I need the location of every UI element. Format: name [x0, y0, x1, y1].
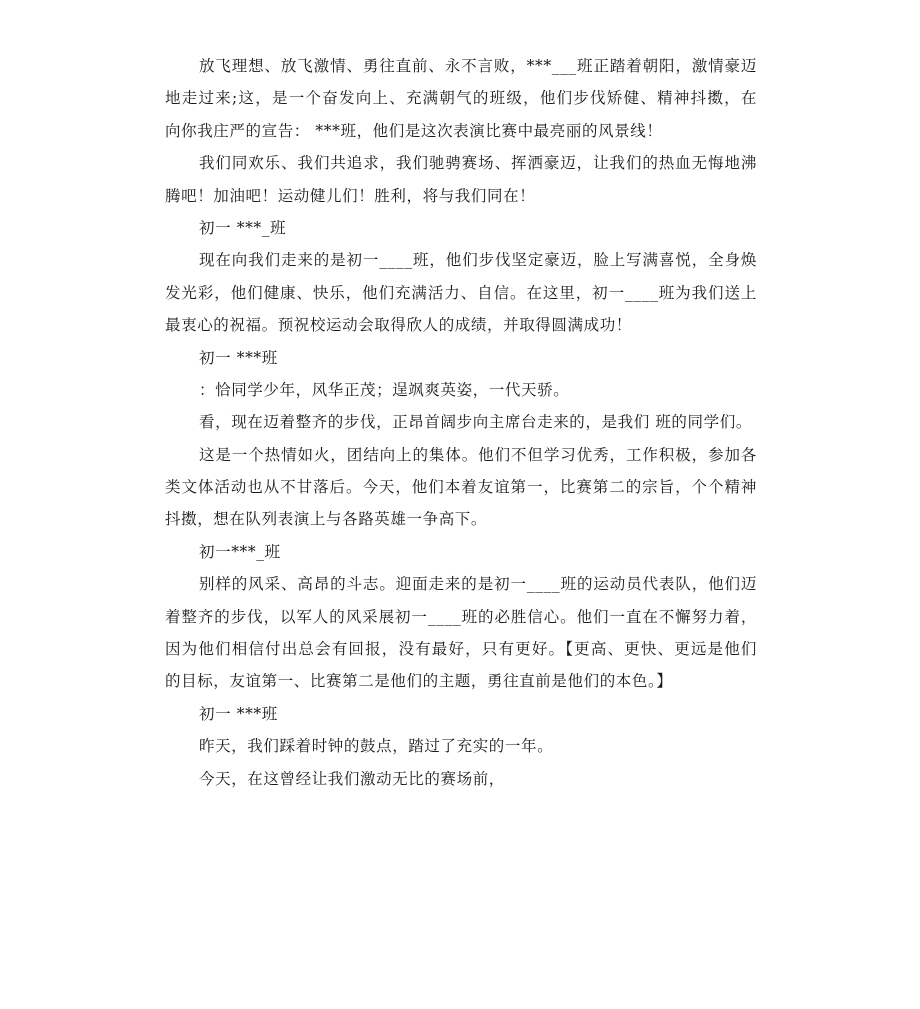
text-line: 看，现在迈着整齐的步伐，正昂首阔步向主席台走来的，是我们 班的同学们。	[199, 413, 752, 432]
text-line: 的目标，友谊第一、比赛第二是他们的主题，勇往直前是他们的本色。】	[165, 672, 673, 691]
class-heading: 初一 ***班	[199, 704, 278, 723]
text-line: 抖擞，想在队列表演上与各路英雄一争高下。	[165, 510, 488, 529]
text-line: 我们同欢乐、我们共追求，我们驰骋赛场、挥洒豪迈，让我们的热血无悔地沸	[199, 154, 757, 173]
text-line: 因为他们相信付出总会有回报，没有最好，只有更好。【更高、更快、更远是他们	[165, 640, 757, 659]
text-line: 放飞理想、放飞激情、勇往直前、永不言败，***___班正踏着朝阳，激情豪迈	[199, 57, 757, 75]
text-line: 向你我庄严的宣告： ***班，他们是这次表演比赛中最亮丽的风景线！	[165, 121, 663, 140]
text-line: 地走过来;这，是一个奋发向上、充满朝气的班级，他们步伐矫健、精神抖擞，在	[165, 89, 757, 108]
class-heading: 初一 ***班	[199, 348, 278, 367]
text-line: 现在向我们走来的是初一____班，他们步伐坚定豪迈，脸上写满喜悦，全身焕	[199, 251, 757, 270]
text-line: 类文体活动也从不甘落后。今天，他们本着友谊第一，比赛第二的宗旨，个个精神	[165, 478, 757, 497]
text-line: 昨天，我们踩着时钟的鼓点，踏过了充实的一年。	[199, 737, 554, 756]
text-line: ：恰同学少年，风华正茂；逞飒爽英姿，一代天骄。	[199, 380, 570, 399]
text-line: 别样的风采、高昂的斗志。迎面走来的是初一____班的运动员代表队，他们迈	[199, 575, 757, 594]
text-line: 这是一个热情如火，团结向上的集体。他们不但学习优秀，工作积极，参加各	[199, 445, 757, 464]
document-page	[165, 50, 757, 795]
text-line: 今天，在这曾经让我们激动无比的赛场前，	[199, 769, 505, 788]
text-line: 着整齐的步伐，以军人的风采展初一____班的必胜信心。他们一直在不懈努力着，	[165, 607, 757, 626]
text-line: 腾吧！加油吧！运动健儿们！胜利，将与我们同在！	[165, 186, 536, 205]
text-line: 发光彩，他们健康、快乐，他们充满活力、自信。在这里，初一____班为我们送上	[165, 283, 757, 302]
class-heading: 初一 ***_班	[199, 218, 287, 237]
class-heading: 初一***_班	[199, 542, 281, 561]
text-line: 最衷心的祝福。预祝校运动会取得欣人的成绩，并取得圆满成功！	[165, 316, 632, 335]
